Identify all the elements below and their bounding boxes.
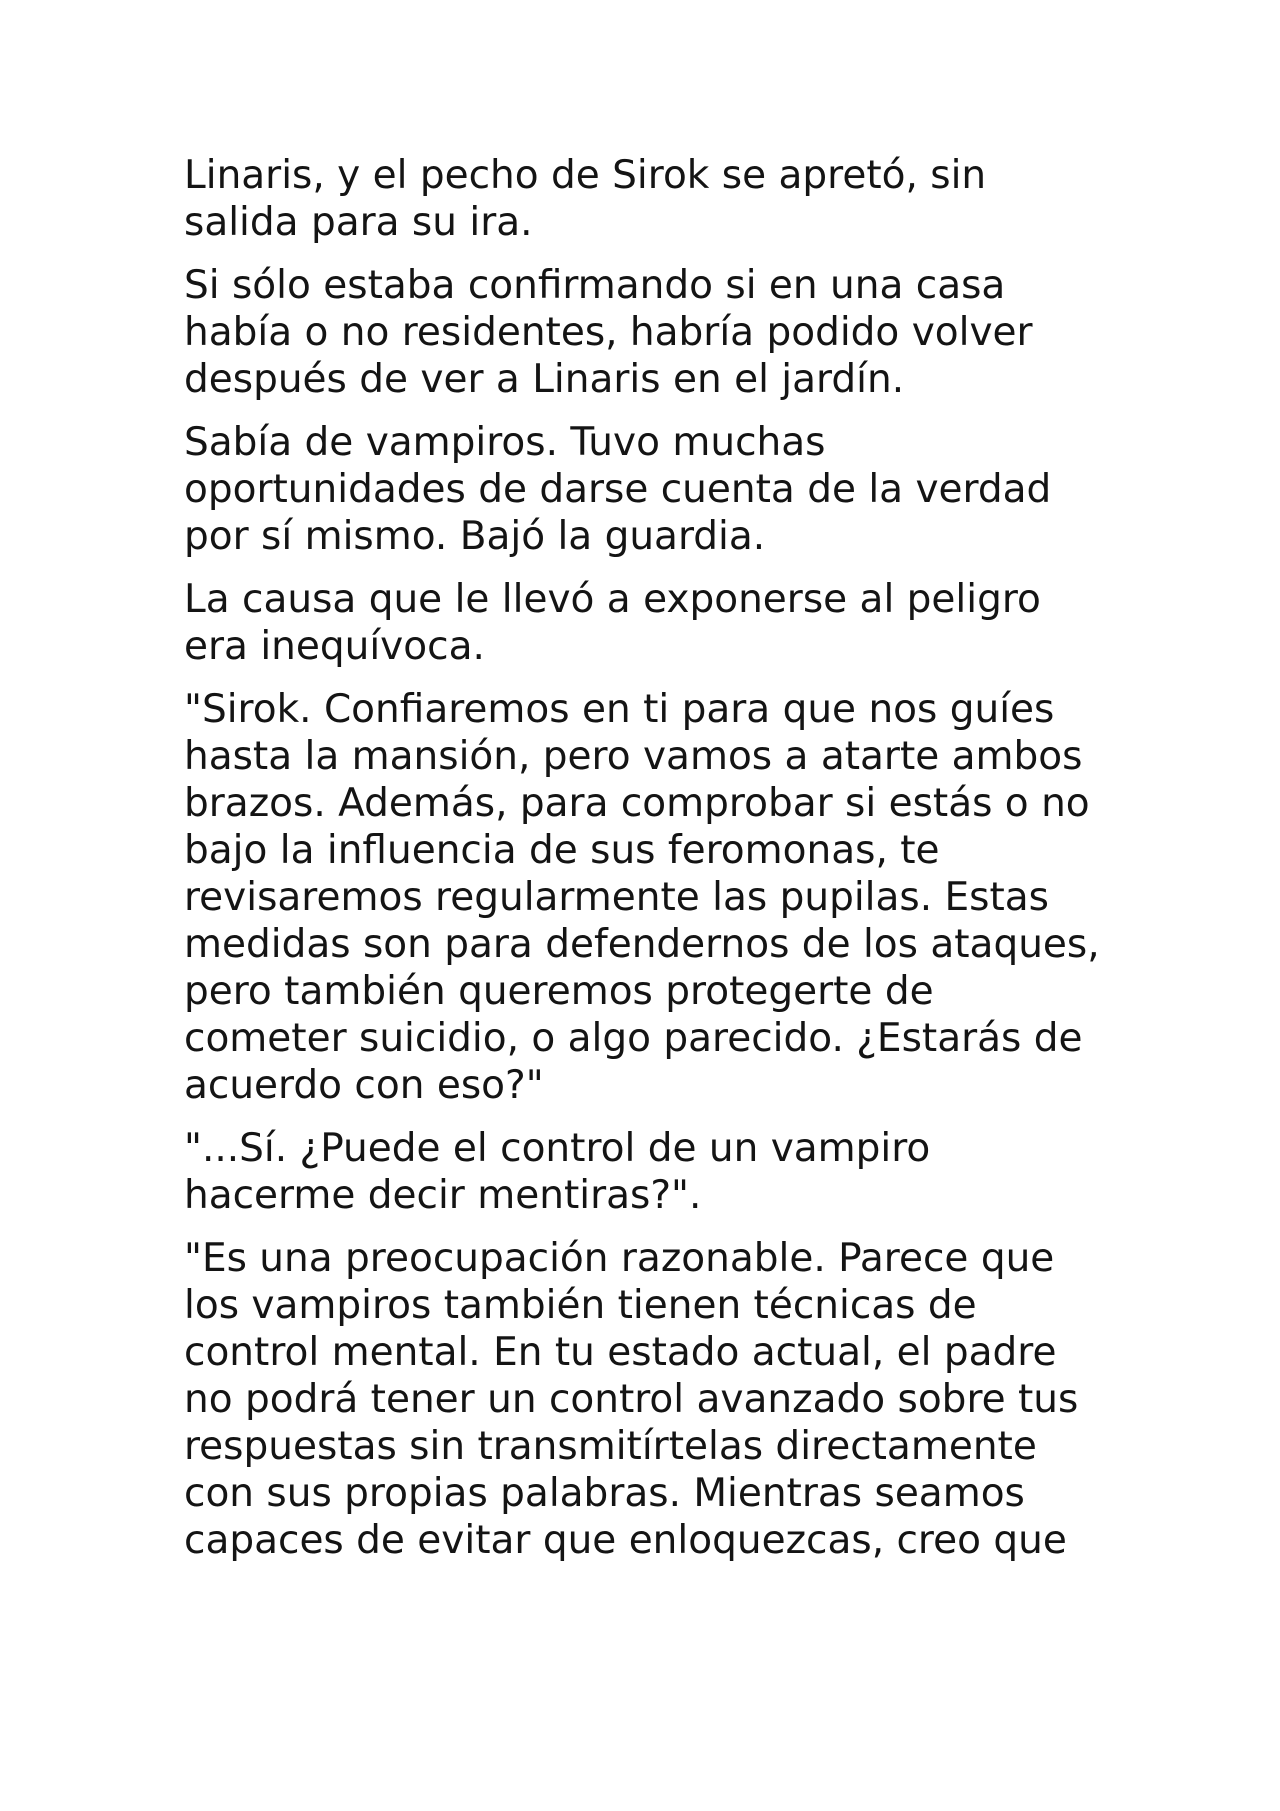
paragraph: Si sólo estaba confirmando si en una casa había o no residentes, habría podido volver después de ver a Linaris en el jardín. bbox=[184, 263, 1033, 402]
paragraph: La causa que le llevó a exponerse al peligro era inequívoca. bbox=[184, 577, 1041, 669]
dialogue-paragraph: "Sirok. Confiaremos en ti para que nos guíes hasta la mansión, pero vamos a atarte ambos brazos. Además, para comprobar si estás o no bajo la influencia de sus feromonas, te revisaremos regularmente las pupilas. Estas medidas son para defendernos de los ataques, pero también queremos protegerte de cometer suicidio, o algo parecido. ¿Estarás de acuerdo con eso?" bbox=[184, 687, 1100, 1108]
paragraph: Sabía de vampiros. Tuvo muchas oportunidades de darse cuenta de la verdad por sí mismo. Bajó la guardia. bbox=[184, 420, 1052, 559]
dialogue-paragraph: "...Sí. ¿Puede el control de un vampiro hacerme decir mentiras?". bbox=[184, 1126, 931, 1218]
dialogue-paragraph: "Es una preocupación razonable. Parece que los vampiros también tienen técnicas de control mental. En tu estado actual, el padre no podrá tener un control avanzado sobre tus respuestas sin transmitírtelas directamente con sus propias palabras. Mientras seamos capaces de evitar que enloquezcas, creo que bbox=[184, 1236, 1079, 1563]
paragraph: Linaris, y el pecho de Sirok se apretó, sin salida para su ira. bbox=[184, 153, 987, 245]
body-text bbox=[184, 152, 1104, 1580]
